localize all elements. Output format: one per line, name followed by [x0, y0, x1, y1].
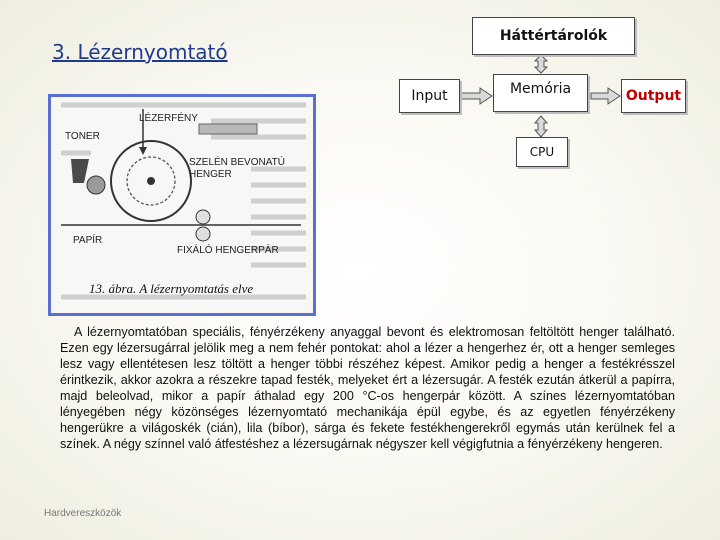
laser-source: [199, 124, 257, 134]
arrow-storage-memory: [535, 55, 547, 73]
fuser-roller-top: [196, 210, 210, 224]
laser-printer-illustration: [51, 97, 313, 313]
arrow-input-memory: [460, 88, 492, 104]
toner-icon: [71, 159, 89, 183]
arrow-memory-output: [591, 88, 620, 104]
slide-title: 3. Lézernyomtató: [52, 40, 228, 64]
cpu-box: CPU: [516, 137, 568, 167]
description-paragraph: A lézernyomtatóban speciális, fényérzékeny anyaggal bevont és elektromosan feltöltött henger található. Ezen egy lézersugárral jelölik meg a nem fehér pontokat: ahol a lézer a hengerhez ér, ott a henger semleges lesz vagy ellentétesen lesz töltött a henger többi részéhez képest. Amikor pedig a henger a festékrésszel érintkezik, akkor azokra a részekre tapad festék, melyeket ért a lézersugár. A festék ezután átkerül a papírra, majd beleolvad, mikor a papír áthalad egy 200 °C-os hengerpár között. A színes lézernyomtatóban lényegében négy közönséges lézernyomtató mechanikája épül egybe, és az egyetlen fényérzékeny hengerükre a világoskék (cián), lila (bíbor), sárga és fekete festékhengerekről egymás után kerülnek fel a színek. A négy színnel való átfestéshez a lézersugárnak négyszer kell végigfutnia a fényérzékeny hengeren.: [60, 325, 675, 451]
label-drum-line2: HENGER: [189, 169, 232, 180]
label-drum-line1: SZELÉN BEVONATÚ: [189, 157, 285, 168]
arrow-memory-cpu: [535, 116, 547, 137]
output-box: Output: [621, 79, 686, 113]
fuser-roller-bottom: [196, 227, 210, 241]
drum-axis: [147, 177, 155, 185]
label-fuser: FIXÁLÓ HENGERPÁR: [177, 245, 279, 256]
slide-footer: Hardvereszközök: [44, 508, 122, 519]
figure-caption: 13. ábra. A lézernyomtatás elve: [89, 281, 254, 296]
label-laser: LÉZERFÉNY: [139, 113, 198, 124]
label-toner: TONER: [65, 131, 100, 142]
laser-printer-figure: [48, 94, 316, 316]
label-paper: PAPÍR: [73, 235, 103, 246]
laser-beam-arrowhead: [139, 147, 147, 155]
storage-box: Háttértárolók: [472, 17, 635, 55]
memory-box: Memória: [493, 74, 588, 112]
toner-roller: [87, 176, 105, 194]
input-box: Input: [399, 79, 460, 113]
